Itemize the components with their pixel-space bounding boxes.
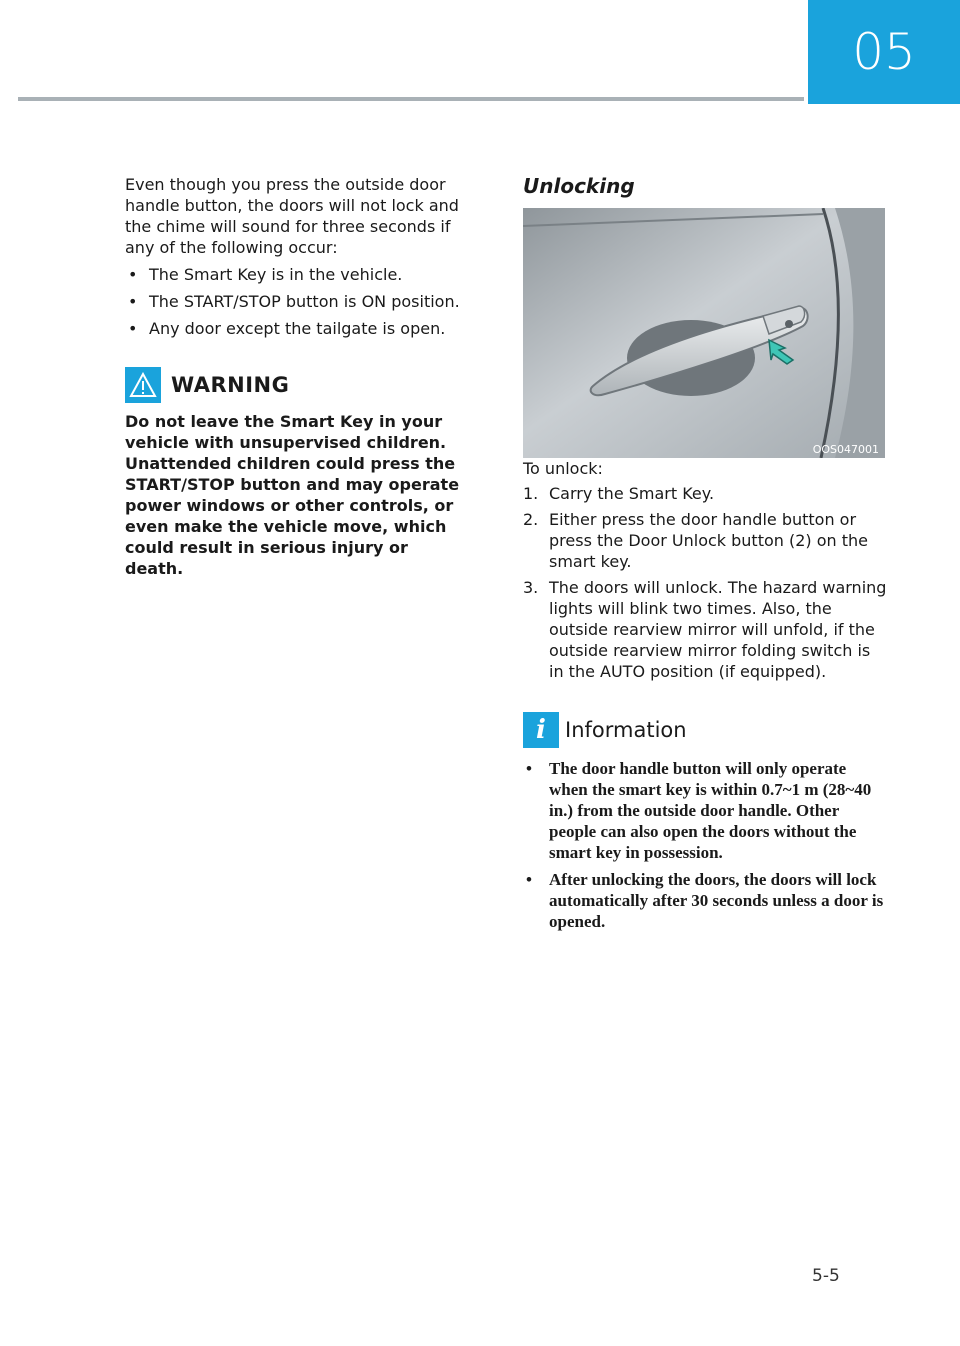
information-title: Information [565,718,687,742]
list-item [125,318,470,339]
door-handle-illustration [523,208,885,458]
list-item [125,264,470,285]
warning-title: WARNING [171,373,290,397]
bullet-icon: • [526,870,532,889]
warning-header [125,367,470,403]
information-header [523,712,888,748]
figure-code: OOS047001 [812,443,879,456]
warning-text: Do not leave the Smart Key in your vehicle with unsupervised children. Unattended children could press the START/STOP button and may operate power windows or other controls, or even make the vehicle move, which could result in serious injury or death. [125,412,460,578]
steps-intro: To unlock: [523,459,603,478]
unlock-steps [523,483,888,682]
list-item-text: Any door except the tailgate is open. [149,319,446,338]
intro-paragraph: Even though you press the outside door handle button, the doors will not lock and the chime will sound for three seconds if any of the following occur: [125,175,459,257]
header-rule [18,97,804,101]
list-item [523,577,888,682]
list-item-text: After unlocking the doors, the doors will lock automatically after 30 seconds unless a door is opened. [549,870,884,931]
section-title: Unlocking [523,174,635,198]
step-number: 3. [523,578,539,597]
list-item-text: The START/STOP button is ON position. [149,292,460,311]
info-icon: i [523,712,559,748]
list-item [125,291,470,312]
condition-list [125,264,470,339]
information-list [523,758,888,932]
step-number: 2. [523,510,539,529]
list-item-text: The door handle button will only operate when the smart key is within 0.7~1 m (28~40 in.) from the outside door handle. Other people can also open the doors without the smart key in possession. [549,759,872,862]
page-number: 5-5 [812,1266,840,1286]
door-handle-figure [523,208,885,458]
chapter-number: 05 [852,23,916,81]
left-column [125,174,470,579]
step-text: Carry the Smart Key. [549,484,715,503]
step-text: Either press the door handle button or press the Door Unlock button (2) on the smart key. [549,510,869,571]
bullet-icon: • [128,319,138,338]
step-number: 1. [523,484,539,503]
warning-icon [125,367,161,403]
list-item-text: The Smart Key is in the vehicle. [149,265,403,284]
list-item [523,483,888,504]
step-text: The doors will unlock. The hazard warning lights will blink two times. Also, the outside rearview mirror will unfold, if the outside rearview mirror folding switch is in the AUTO position (if equipped). [549,578,887,681]
chapter-tab [808,0,960,104]
list-item [523,869,888,932]
list-item [523,509,888,572]
bullet-icon: • [526,759,532,778]
list-item [523,758,888,863]
bullet-icon: • [128,265,138,284]
bullet-icon: • [128,292,138,311]
right-column [523,172,888,938]
